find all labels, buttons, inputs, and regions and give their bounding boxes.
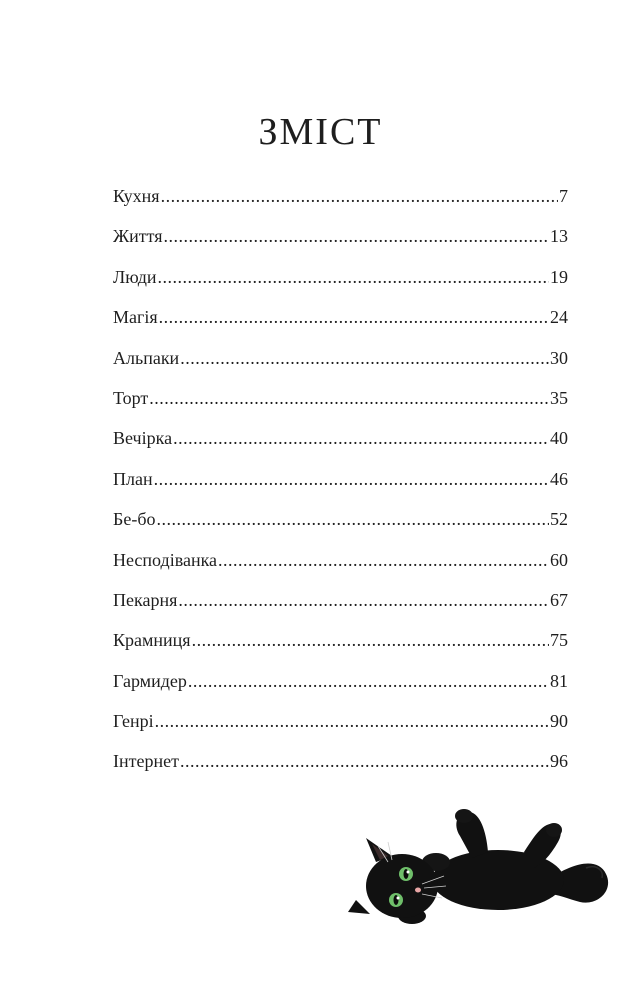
toc-entry-page: 96 bbox=[550, 751, 568, 772]
toc-entry[interactable] bbox=[113, 302, 568, 342]
toc-entry-page: 19 bbox=[550, 266, 568, 287]
toc-entry-title: Пекарня bbox=[113, 589, 178, 610]
toc-entry-title: Вечірка bbox=[113, 428, 173, 449]
toc-entry-page: 40 bbox=[550, 428, 568, 449]
toc-entry-title: Інтернет bbox=[113, 751, 179, 772]
toc-dot-leader bbox=[159, 308, 549, 326]
toc-entry-page: 30 bbox=[550, 347, 568, 368]
toc-entry[interactable] bbox=[113, 666, 568, 706]
toc-entry-title: Люди bbox=[113, 266, 157, 287]
toc-entry-page: 35 bbox=[550, 387, 568, 408]
toc-dot-leader bbox=[156, 510, 549, 528]
toc-entry[interactable] bbox=[113, 423, 568, 463]
table-of-contents bbox=[113, 181, 568, 787]
toc-entry-title: Магія bbox=[113, 307, 158, 328]
toc-entry-page: 67 bbox=[550, 589, 568, 610]
toc-entry[interactable] bbox=[113, 585, 568, 625]
toc-entry-title: План bbox=[113, 468, 153, 489]
toc-entry-title: Крамниця bbox=[113, 630, 191, 651]
toc-entry-page: 46 bbox=[550, 468, 568, 489]
toc-entry-title: Гармидер bbox=[113, 670, 187, 691]
toc-entry[interactable] bbox=[113, 464, 568, 504]
toc-entry[interactable] bbox=[113, 262, 568, 302]
page-title: ЗМІСТ bbox=[258, 111, 383, 154]
toc-entry-page: 90 bbox=[550, 711, 568, 732]
toc-entry[interactable] bbox=[113, 746, 568, 786]
toc-dot-leader bbox=[188, 672, 549, 690]
toc-entry-page: 81 bbox=[550, 670, 568, 691]
toc-dot-leader bbox=[173, 429, 549, 447]
toc-entry[interactable] bbox=[113, 181, 568, 221]
toc-entry-title: Генрі bbox=[113, 711, 154, 732]
toc-entry-page: 7 bbox=[559, 186, 568, 206]
toc-entry-title: Торт bbox=[113, 387, 149, 408]
toc-entry[interactable] bbox=[113, 343, 568, 383]
toc-entry[interactable] bbox=[113, 504, 568, 544]
toc-entry-page: 24 bbox=[550, 307, 568, 328]
toc-dot-leader bbox=[218, 551, 549, 569]
toc-entry-title: Альпаки bbox=[113, 347, 180, 368]
toc-entry[interactable] bbox=[113, 625, 568, 665]
toc-entry-title: Несподіванка bbox=[113, 549, 218, 570]
toc-dot-leader bbox=[180, 349, 549, 367]
toc-entry-page: 13 bbox=[550, 226, 568, 247]
toc-entry-page: 60 bbox=[550, 549, 568, 570]
toc-entry[interactable] bbox=[113, 383, 568, 423]
black-cat-illustration bbox=[348, 802, 616, 932]
black-cat-icon bbox=[348, 802, 616, 932]
toc-dot-leader bbox=[161, 187, 558, 205]
toc-entry-page: 75 bbox=[550, 630, 568, 651]
toc-dot-leader bbox=[180, 752, 549, 770]
toc-dot-leader bbox=[154, 470, 549, 488]
toc-dot-leader bbox=[192, 631, 549, 649]
toc-entry[interactable] bbox=[113, 545, 568, 585]
toc-entry-title: Кухня bbox=[113, 186, 160, 206]
toc-entry-title: Життя bbox=[113, 226, 163, 247]
toc-dot-leader bbox=[178, 591, 549, 609]
toc-entry-page: 52 bbox=[550, 509, 568, 530]
toc-dot-leader bbox=[158, 268, 549, 286]
toc-dot-leader bbox=[155, 712, 549, 730]
toc-dot-leader bbox=[149, 389, 549, 407]
toc-entry[interactable] bbox=[113, 221, 568, 261]
toc-dot-leader bbox=[164, 227, 549, 245]
toc-entry-title: Бе-бо bbox=[113, 509, 156, 530]
toc-entry[interactable] bbox=[113, 706, 568, 746]
